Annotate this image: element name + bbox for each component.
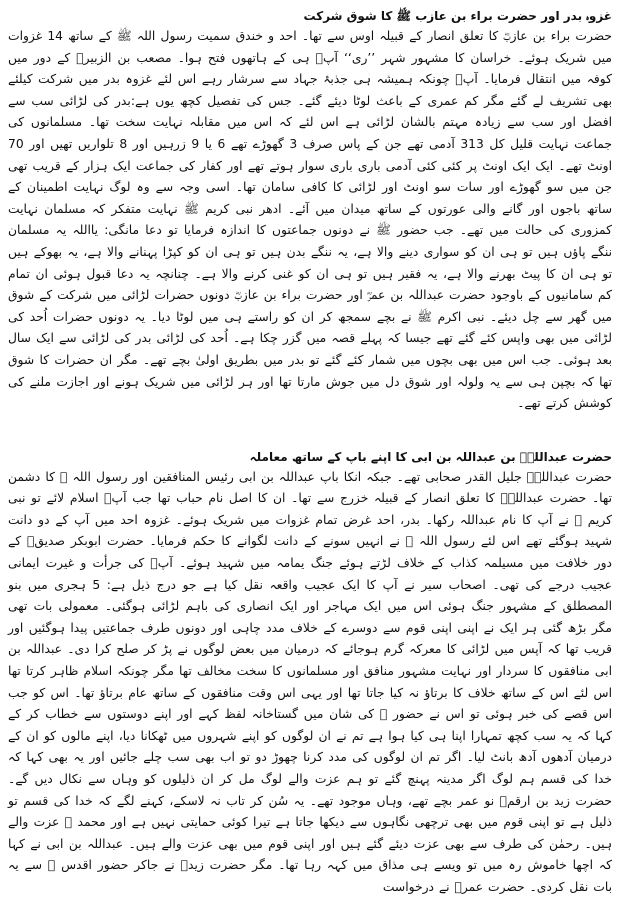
section-1-body: حضرت براء بن عازبؓ کا تعلق انصار کے قبیلہ اوس سے تھا۔ احد و خندق سمیت رسول اللہ ﷺ کے ساتھ 14 غزوات میں شریک ہوئے۔ خراسان کا مشہور شہر ’’ری‘‘ آپؓ ہی کے ہاتھوں فتح ہوا۔ مصعب بن الزبیرؓ کے دور میں کوفہ میں انتقال فرمایا۔ آپؓ چونکہ ہمیشہ ہی جذبۂ جہاد سے سرشار رہے اس لئے غزوہ بدر میں شرکت کیلئے بھی تشریف لے گئے مگر کم عمری کے باعث لوٹا دیئے گئے۔ جس کی تفصیل کچھ یوں ہے:بدر کی لڑائی سب سے افضل اور سب سے زیادہ مہتم بالشان لڑائی ہے اس لئے کہ اس میں مقابلہ نہایت سخت تھا۔ مسلمانوں کی جماعت نہایت قلیل کل 313 آدمی تھے جن کے پاس صرف 3 گھوڑے تھے 6 یا 9 زرہیں اور 8 تلواریں تھیں اور 70 اونٹ تھے۔ ایک ایک اونٹ پر کئی کئی آدمی باری باری سوار ہوتے تھے اور کفار کی جماعت ایک ہزار کے قریب تھی جن میں سو گھوڑے اور سات سو اونٹ اور لڑائی کا کافی سامان تھا۔ اسی وجہ سے وہ لوگ نہایت اطمینان کے ساتھ باجوں اور گانے والی عورتوں کے ساتھ میدان میں آئے۔ ادھر نبی کریم ﷺ نہایت متفکر کہ مسلمان نہایت کمزوری کی حالت میں تھے۔ جب حضور ﷺ نے دونوں جماعتوں کا اندازہ فرمایا تو دعا مانگی: یااللہ یہ مسلمان ننگے پاؤں ہیں تو ہی ان کو سواری دینے والا ہے، یہ ننگے بدن ہیں تو ہی ان کو کپڑا پہنانے والا ہے، یہ بھوکے ہیں تو ہی ان کا پیٹ بھرنے والا ہے، یہ فقیر ہیں تو ہی ان کو غنی کرنے والا ہے۔ چنانچہ یہ دعا قبول ہوئی ان تمام کم سامانیوں کے باوجود حضرت عبداللہ بن عمرؓ اور حضرت براء بن عازبؓ دونوں حضرات لڑائی میں شرکت کے شوق میں گھر سے چل دیئے۔ نبی اکرم ﷺ نے بچے سمجھ کر ان کو راستے ہی میں لوٹا دیا۔ یہ دونوں حضرات اُحد کی لڑائی میں بھی واپس کئے گئے تھے جیسا کہ پہلے قصہ میں گزر چکا ہے۔ اُحد کی لڑائی بدر کی لڑائی سے ایک سال بعد ہوئی۔ جب اس میں بھی بچوں میں شمار کئے گئے تو بدر میں بطریق اولیٰ بچے تھے۔ مگر ان حضرات کا شوق تھا کہ بچپن ہی سے یہ ولولہ اور شوق دل میں جوش مارتا تھا اور ہر لڑائی میں شریک ہونے اور اجازت ملنے کی کوشش کرتے تھے۔ bbox=[8, 29, 613, 411]
section-gap bbox=[8, 415, 612, 447]
section-2-body: حضرت عبداللہؓ جلیل القدر صحابی تھے۔ جبکہ انکا باپ عبداللہ بن ابی رئیس المنافقین اور رسول اللہ ﷺ کا دشمن تھا۔ حضرت عبداللہؓ کا تعلق انصار کے قبیلہ خزرج سے تھا۔ ان کا اصل نام حباب تھا جب آپؓ اسلام لائے تو نبی کریم ﷺ نے آپ کا نام عبداللہ رکھا۔ بدر، احد غرض تمام غزوات میں شریک ہوئے۔ غزوہ احد میں آپ کے دو دانت شہید ہوگئے تھے اس لئے رسول اللہ ﷺ نے انہیں سونے کے دانت لگوانے کا حکم فرمایا۔ حضرت ابوبکر صدیقؓ کے دور خلافت میں مسیلمہ کذاب کے خلاف لڑتے ہوئے جنگ یمامہ میں شہید ہوئے۔ آپؓ کی جرأت و غیرت ایمانی عجیب درجے کی تھی۔ اصحاب سیر نے آپ کا ایک عجیب واقعہ نقل کیا ہے جو درج ذیل ہے: 5 ہجری میں بنو المصطلق کے مشہور جنگ ہوئی اس میں ایک مہاجر اور ایک انصاری کی باہم لڑائی ہوگئی۔ معمولی بات تھی مگر بڑھ گئی ہر ایک نے اپنی اپنی قوم سے دوسرے کے خلاف مدد چاہی اور دونوں طرف جماعتیں پیدا ہوگئیں اور قریب تھا کہ آپس میں لڑائی کا معرکہ گرم ہوجائے کہ درمیان میں بعض لوگوں نے پڑ کر صلح کرا دی۔ عبداللہ بن ابی منافقوں کا سردار اور نہایت مشہور منافق اور مسلمانوں کا سخت مخالف تھا مگر چونکہ اسلام ظاہر کرتا تھا اس لئے اس کے ساتھ خلاف کا برتاؤ نہ کیا جاتا تھا اور یہی اس وقت منافقوں کے ساتھ عام برتاؤ تھا۔ اس کو جب اس قصے کی خبر ہوئی تو اس نے حضور ﷺ کی شان میں گستاخانہ لفظ کہے اور اپنے دوستوں سے خطاب کر کے کہا کہ یہ سب کچھ تمہارا اپنا ہی کیا ہوا ہے تم نے ان لوگوں کو اپنے شہروں میں ٹھکانا دیا، اپنے مالوں کو ان کے درمیان آدھوں آدھ بانٹ لیا۔ اگر تم ان لوگوں کی مدد کرنا چھوڑ دو تو اب بھی سب چلے جائیں اور یہ بھی کہا کہ خدا کی قسم ہم لوگ اگر مدینہ پہنچ گئے تو ہم عزت والے لوگ مل کر ان ذلیلوں کو وہاں سے نکال دیں گے۔ حضرت زید بن ارقمؓ نو عمر بچے تھے، وہاں موجود تھے۔ یہ سُن کر تاب نہ لاسکے، کہنے لگے کہ خدا کی قسم تو ذلیل ہے تو اپنی قوم میں بھی ترچھی نگاہوں سے دیکھا جاتا ہے تیرا کوئی حمایتی نہیں ہے اور محمد ﷺ عزت والے ہیں۔ رحمٰن کی طرف سے بھی عزت دیئے گئے ہیں اور اپنی قوم میں بھی عزت والے ہیں۔ عبداللہ بن ابی نے کہا کہ اچھا خاموش رہ میں تو ویسے ہی مذاق میں کہہ رہا تھا۔ مگر حضرت زیدؓ نے جاکر حضور اقدس ﷺ سے یہ بات نقل کردی۔ حضرت عمرؓ نے درخواست bbox=[8, 469, 612, 894]
section-2-title: حضرت عبداللہؓ بن عبداللہ بن ابی کا اپنے باپ کے ساتھ معاملہ bbox=[249, 449, 612, 464]
section-1-title: غزوہ بدر اور حضرت براء بن عازب ﷺ کا شوق شرکت bbox=[303, 9, 612, 23]
